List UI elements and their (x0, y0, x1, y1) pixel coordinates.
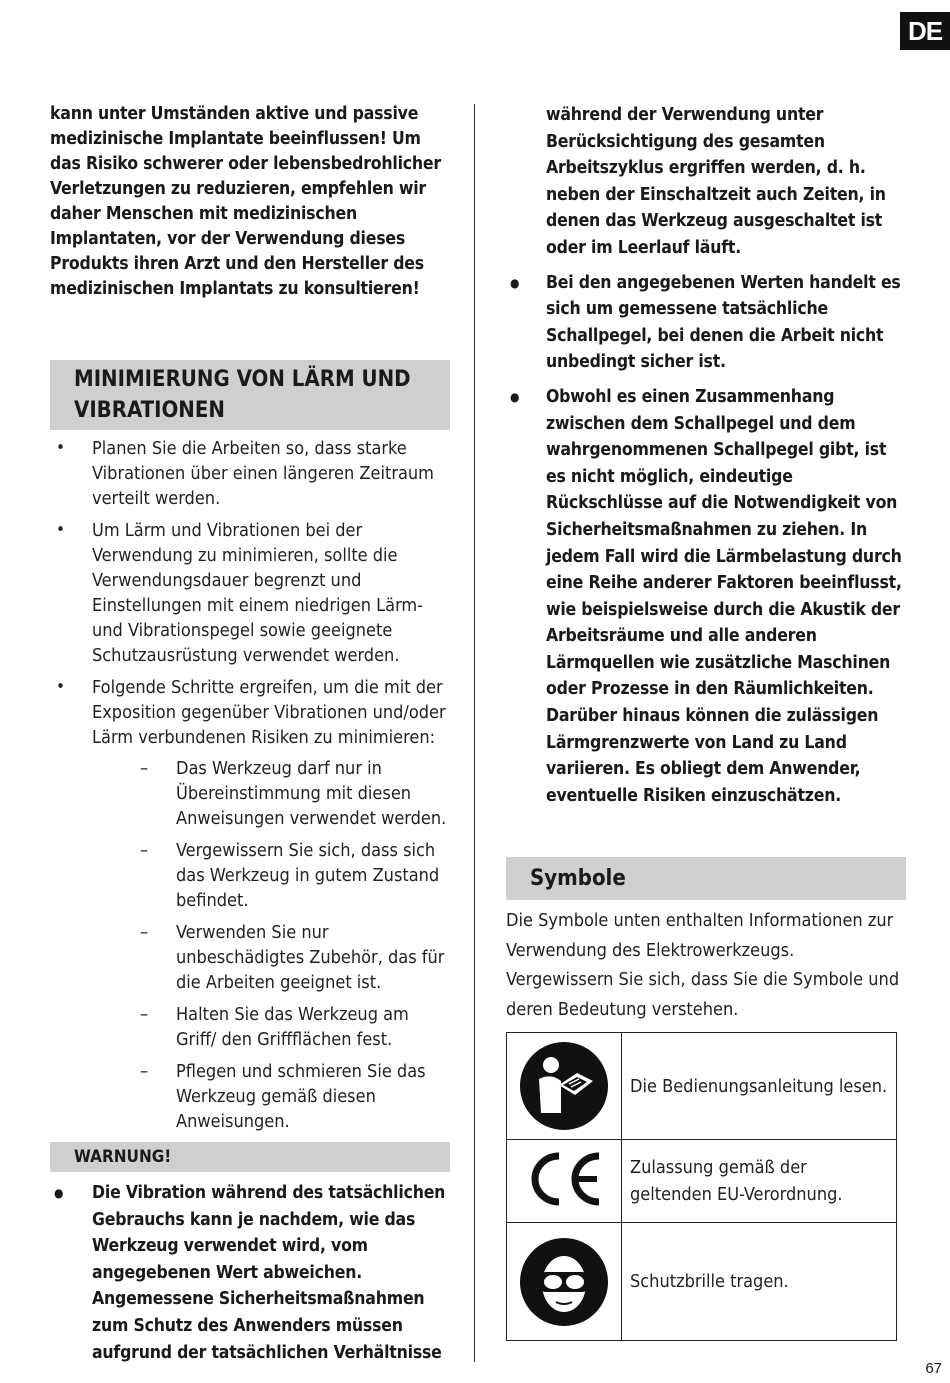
noise-warning-list (506, 270, 906, 810)
page-number: 67 (925, 1360, 942, 1377)
section-title-symbols: Symbole (506, 857, 906, 900)
right-column (506, 102, 906, 1341)
table-row (507, 1140, 897, 1223)
safety-goggles-icon (520, 1238, 608, 1326)
sub-list-item: – Vergewissern Sie sich, dass sich das Werkzeug in gutem Zustand befindet. (92, 838, 450, 913)
table-row (507, 1033, 897, 1140)
warning-continuation: während der Verwendung unter Berücksichtigung des gesamten Arbeitszyklus ergriffen werden, d. h. neben der Einschaltzeit auch Zeiten, in denen das Werkzeug ausgeschaltet ist oder im Leerlauf läuft. (546, 105, 886, 258)
table-row (507, 1223, 897, 1341)
sub-list-item: – Pflegen und schmieren Sie das Werkzeug gemäß diesen Anweisungen. (92, 1059, 450, 1134)
read-manual-icon (520, 1042, 608, 1130)
list-item-text: Folgende Schritte ergreifen, um die mit der Exposition gegenüber Vibrationen und/oder Lärm verbundenen Risiken zu minimieren: (92, 677, 446, 748)
symbol-icon-cell (507, 1223, 622, 1341)
left-column (50, 102, 450, 1374)
symbols-table (506, 1032, 897, 1341)
sub-list-item: – Halten Sie das Werkzeug am Griff/ den Griffflächen fest. (92, 1002, 450, 1052)
symbols-intro-text: Die Symbole unten enthalten Informationen zur Verwendung des Elektrowerkzeugs. Vergewissern Sie sich, dass Sie die Symbole und deren Bedeutung verstehen. (506, 910, 900, 1020)
sub-list-item: – Das Werkzeug darf nur in Übereinstimmung mit diesen Anweisungen verwendet werden. (92, 756, 450, 831)
symbol-icon-cell (507, 1140, 622, 1223)
warning-title: WARNUNG! (50, 1142, 450, 1172)
noise-bullet-list (50, 436, 450, 1134)
list-item: • Planen Sie die Arbeiten so, dass starke Vibrationen über einen längeren Zeitraum verteilt werden. (50, 436, 450, 511)
warning-item: ● Bei den angegebenen Werten handelt es sich um gemessene tatsächliche Schallpegel, bei denen die Arbeit nicht unbedingt sicher ist. (506, 270, 906, 376)
language-badge: DE (900, 12, 950, 50)
implant-warning-text: kann unter Umständen aktive und passive medizinische Implantate beeinflussen! Um das Risiko schwerer oder lebensbedrohlicher Verletzungen zu reduzieren, empfehlen wir daher Menschen mit medizinischen Implantaten, vor der Verwendung dieses Produkts ihren Arzt und den Hersteller des medizinischen Implantats zu konsultieren! (50, 104, 441, 299)
warning-item: ● Die Vibration während des tatsächlichen Gebrauchs kann je nachdem, wie das Werkzeug verwendet wird, vom angegebenen Wert abweichen. Angemessene Sicherheitsmaßnahmen zum Schutz des Anwenders müssen aufgrund der tatsächlichen Verhältnisse (50, 1180, 450, 1366)
symbol-icon-cell (507, 1033, 622, 1140)
section-title-noise-vibration: MINIMIERUNG VON LÄRM UND VIBRATIONEN (50, 360, 450, 430)
warning-list (50, 1180, 450, 1366)
symbol-description: Schutzbrille tragen. (622, 1223, 897, 1341)
symbol-description: Zulassung gemäß der geltenden EU-Verordnung. (622, 1140, 897, 1223)
list-item: • Um Lärm und Vibrationen bei der Verwendung zu minimieren, sollte die Verwendungsdauer begrenzt und Einstellungen mit einem niedrigen Lärm- und Vibrationspegel sowie geeignete Schutzausrüstung verwendet werden. (50, 518, 450, 668)
sub-list-item: – Verwenden Sie nur unbeschädigtes Zubehör, das für die Arbeiten geeignet ist. (92, 920, 450, 995)
ce-mark-icon (521, 1150, 607, 1208)
sub-steps-list (92, 756, 450, 1134)
list-item (50, 675, 450, 1134)
column-divider (474, 104, 475, 1362)
warning-item: ● Obwohl es einen Zusammenhang zwischen dem Schallpegel und dem wahrgenommenen Schallpegel gibt, ist es nicht möglich, eindeutige Rückschlüsse auf die Notwendigkeit von Sicherheitsmaßnahmen zu ziehen. In jedem Fall wird die Lärmbelastung durch eine Reihe anderer Faktoren beeinflusst, wie beispielsweise durch die Akustik der Arbeitsräume und alle anderen Lärmquellen wie zusätzliche Maschinen oder Prozesse in den Räumlichkeiten. Darüber hinaus können die zulässigen Lärmgrenzwerte von Land zu Land variieren. Es obliegt dem Anwender, eventuelle Risiken einzuschätzen. (506, 384, 906, 810)
symbol-description: Die Bedienungsanleitung lesen. (622, 1033, 897, 1140)
